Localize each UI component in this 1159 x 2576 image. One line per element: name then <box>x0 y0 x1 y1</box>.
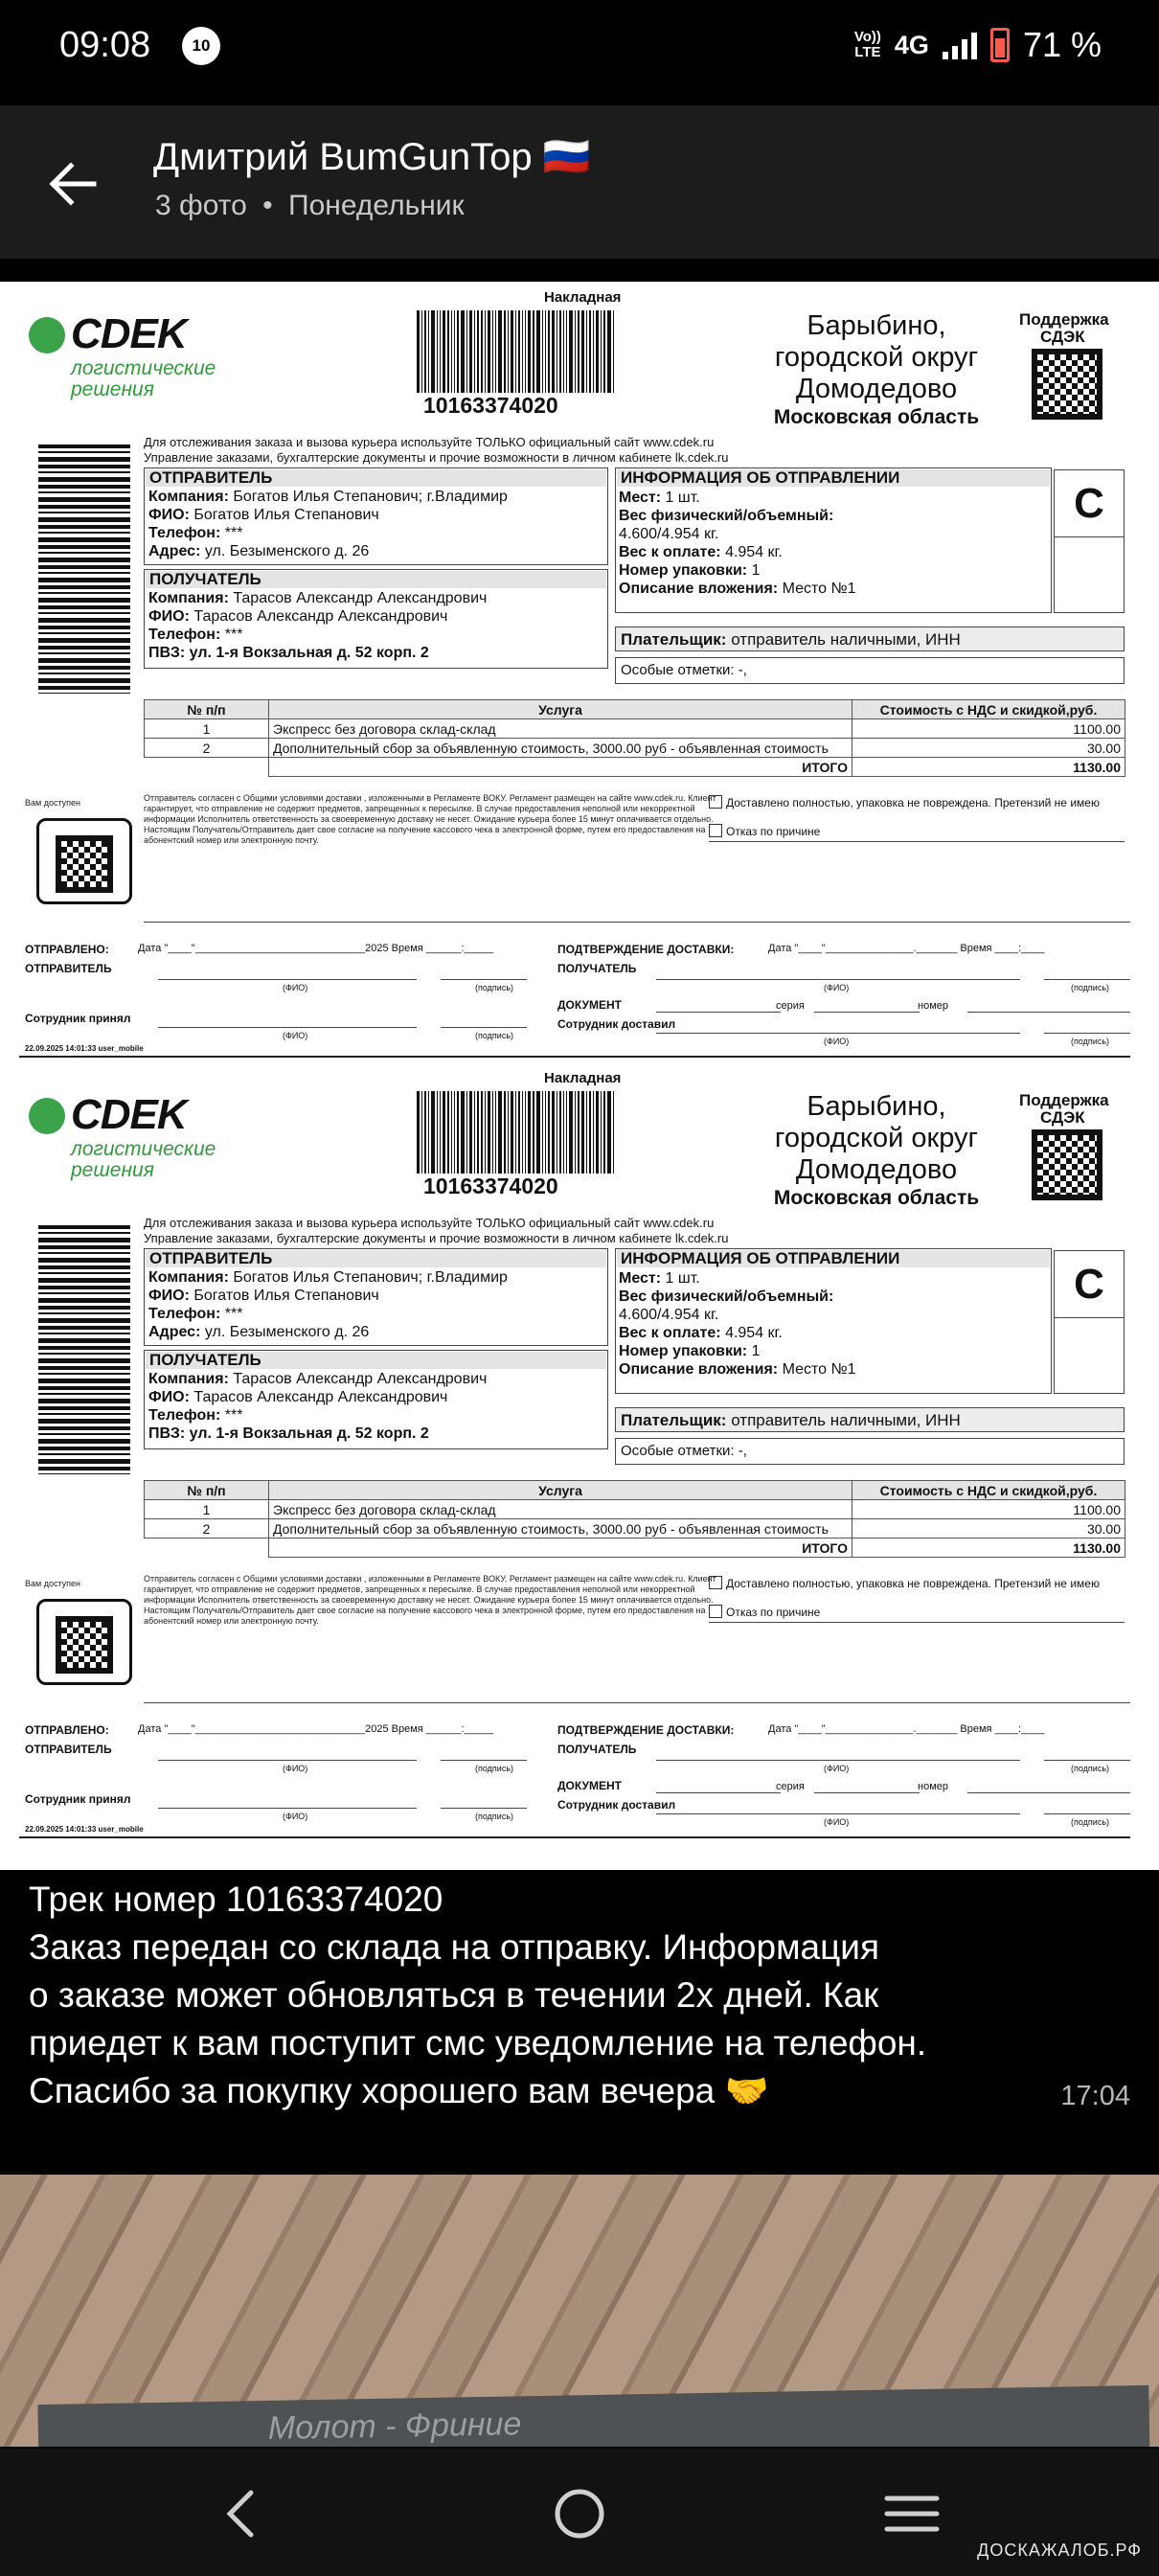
support-qr-icon <box>1032 1129 1102 1200</box>
recipient-sig-label: ПОЛУЧАТЕЛЬ <box>557 1743 637 1756</box>
total-value: 1130.00 <box>852 1539 1125 1558</box>
number-label: номер <box>918 1781 948 1792</box>
recipient-pvz: ПВЗ: ул. 1-я Вокзальная д. 52 корп. 2 <box>148 645 429 661</box>
refusal: Отказ по причине <box>709 1605 820 1619</box>
post-date: Понедельник <box>288 190 465 221</box>
shipment-weight-label: Вес физический/объемный: <box>619 1288 834 1305</box>
sender-sign-line <box>441 1760 527 1761</box>
info-line-1: Для отслеживания заказа и вызова курьера используйте ТОЛЬКО официальный сайт www.cdek.ru <box>144 1216 715 1230</box>
info-line-2: Управление заказами, бухгалтерские документы и прочие возможности в личном кабинете lk.cdek.ru <box>144 1231 729 1245</box>
vertical-barcode-icon <box>38 445 130 694</box>
city-line-2: городской округ <box>774 342 979 373</box>
accepted-fio-line <box>158 1027 417 1028</box>
total-label: ИТОГО <box>269 758 852 777</box>
col-cost: Стоимость с НДС и скидкой,руб. <box>852 700 1125 719</box>
recipient-sign-line <box>1044 979 1130 980</box>
second-photo[interactable] <box>0 2175 1159 2447</box>
logo-sub-1: логистические <box>71 1138 216 1160</box>
refusal-checkbox[interactable] <box>709 1605 722 1618</box>
table-total-row <box>145 1539 1125 1558</box>
fio-hint: (ФИО) <box>283 1812 308 1821</box>
employee-delivered: Сотрудник доставил <box>557 1017 676 1031</box>
employee-accepted: Сотрудник принял <box>25 1012 131 1025</box>
notes: Особые отметки: -, <box>621 1443 747 1459</box>
waybill-photo[interactable] <box>0 282 1159 1870</box>
fio-hint: (ФИО) <box>824 1817 850 1827</box>
delivered-sign-line <box>1044 1813 1130 1814</box>
row-cost: 30.00 <box>852 1519 1125 1539</box>
message-line-2: Заказ передан со склада на отправку. Информация <box>29 1927 879 1967</box>
recipient-sig-label: ПОЛУЧАТЕЛЬ <box>557 962 637 975</box>
battery-icon <box>990 28 1010 62</box>
shipment-header: ИНФОРМАЦИЯ ОБ ОТПРАВЛЕНИИ <box>617 1250 1050 1267</box>
table-header-row <box>145 1481 1125 1500</box>
delivered-sign-line <box>1044 1033 1130 1034</box>
message-line-1: Трек номер 10163374020 <box>29 1880 443 1919</box>
support-label-2: СДЭК <box>1040 328 1085 346</box>
row-cost: 1100.00 <box>852 1500 1125 1519</box>
sent-label: ОТПРАВЛЕНО: <box>25 1723 109 1737</box>
tracking-number: 10163374020 <box>423 393 558 418</box>
document-line <box>656 1012 781 1013</box>
table-row <box>145 719 1125 739</box>
access-label: Вам доступен <box>25 798 81 808</box>
city-line-2: городской округ <box>774 1123 979 1153</box>
shipment-contents: Описание вложения: Место №1 <box>619 581 856 597</box>
tracking-number: 10163374020 <box>423 1174 558 1198</box>
waybill-label: Накладная <box>544 289 622 306</box>
nav-home-icon[interactable] <box>541 2475 618 2552</box>
delivered-ok: Доставлено полностью, упаковка не повреждена. Претензий не имею <box>709 1576 1130 1590</box>
row-service: Экспресс без договора склад-склад <box>269 1500 852 1519</box>
sender-phone: Телефон: *** <box>148 1306 243 1322</box>
legal-text: Отправитель согласен с Общими условиями доставки , изложенными в Регламенте ВОКУ. Регламент размещен на сайте www.cdek.ru. Клиент гарантирует, что отправление не содержит предметов, запрещенных к пересылке. В случае предоставления неполной или некорректной информации Исполнитель ответственность за своевременную доставку не несет. Ожидание курьера более 15 минут оплачивается отдельно. Настоящим Получатель/Отправитель дает свое согласие на получение кассового чека в электронной форме, путем его предоставления на абонентский номер или электронную почту. <box>144 1574 716 1626</box>
cdek-logo <box>29 1091 216 1181</box>
accepted-sign-line <box>441 1027 527 1028</box>
series-line <box>814 1012 920 1013</box>
col-n: № п/п <box>145 1481 269 1500</box>
footer-stamp: 22.09.2025 14:01:33 user_mobile <box>25 1044 144 1053</box>
sender-name: ФИО: Богатов Илья Степанович <box>148 507 379 523</box>
waybill-copy <box>19 1062 1140 1843</box>
row-n: 2 <box>145 739 269 758</box>
sign-hint: (подпись) <box>1071 1764 1110 1773</box>
class-box <box>1054 469 1125 613</box>
support-label-1: Поддержка <box>1019 310 1109 329</box>
sign-hint: (подпись) <box>475 983 514 992</box>
barcode-icon <box>417 1091 680 1174</box>
message-line-5: Спасибо за покупку хорошего вам вечера 🤝 <box>29 2071 769 2110</box>
refusal: Отказ по причине <box>709 824 820 838</box>
series-label: серия <box>776 1781 805 1792</box>
legal-text: Отправитель согласен с Общими условиями доставки , изложенными в Регламенте ВОКУ. Регламент размещен на сайте www.cdek.ru. Клиент гарантирует, что отправление не содержит предметов, запрещенных к пересылке. В случае предоставления неполной или некорректной информации Исполнитель ответственность за своевременную доставку не несет. Ожидание курьера более 15 минут оплачивается отдельно. Настоящим Получатель/Отправитель дает свое согласие на получение кассового чека в электронной форме, путем его предоставления на абонентский номер или электронную почту. <box>144 793 716 845</box>
message-line-4: приедет к вам поступит смс уведомление на телефон. <box>29 2023 927 2063</box>
recipient-name: ФИО: Тарасов Александр Александрович <box>148 608 448 625</box>
logo-brand: CDEK <box>71 1091 187 1138</box>
number-line <box>967 1792 1130 1793</box>
shipment-places: Мест: 1 шт. <box>619 1270 700 1287</box>
info-line-2: Управление заказами, бухгалтерские документы и прочие возможности в личном кабинете lk.cdek.ru <box>144 450 729 465</box>
row-n: 1 <box>145 1500 269 1519</box>
shipment-package: Номер упаковки: 1 <box>619 562 761 579</box>
support-qr-icon <box>1032 349 1102 420</box>
cdek-logo <box>29 310 216 400</box>
vertical-barcode-icon <box>38 1225 130 1474</box>
delivery-date: Дата "____"_______________._______ Время ____:____ <box>768 1723 1045 1735</box>
shipment-package: Номер упаковки: 1 <box>619 1343 761 1359</box>
logo-brand: CDEK <box>71 310 187 357</box>
table-total-row <box>145 758 1125 777</box>
recipient-pvz: ПВЗ: ул. 1-я Вокзальная д. 52 корп. 2 <box>148 1425 429 1442</box>
table-row <box>145 1500 1125 1519</box>
footer-stamp: 22.09.2025 14:01:33 user_mobile <box>25 1825 144 1834</box>
destination-city <box>747 1091 1006 1211</box>
sign-hint: (подпись) <box>1071 983 1110 992</box>
sender-company: Компания: Богатов Илья Степанович; г.Владимир <box>148 1269 508 1286</box>
shipment-payable: Вес к оплате: 4.954 кг. <box>619 1325 783 1341</box>
sign-hint: (подпись) <box>1071 1817 1110 1827</box>
row-cost: 30.00 <box>852 739 1125 758</box>
refusal-line <box>709 841 1125 842</box>
delivery-date: Дата "____"_______________._______ Время ____:____ <box>768 943 1045 954</box>
city-line-3: Домодедово <box>795 374 958 404</box>
city-line-1: Барыбино, <box>807 310 946 341</box>
class-letter: С <box>1055 470 1124 537</box>
logo-sub-1: логистические <box>71 357 216 379</box>
bottom-rule <box>19 1056 1130 1058</box>
row-n: 1 <box>145 719 269 739</box>
recipient-name: ФИО: Тарасов Александр Александрович <box>148 1389 448 1405</box>
sent-label: ОТПРАВЛЕНО: <box>25 943 109 956</box>
shipment-places: Мест: 1 шт. <box>619 490 700 506</box>
nav-recents-icon[interactable] <box>874 2475 950 2552</box>
row-service: Экспресс без договора склад-склад <box>269 719 852 739</box>
col-cost: Стоимость с НДС и скидкой,руб. <box>852 1481 1125 1500</box>
recipient-company: Компания: Тарасов Александр Александрович <box>148 590 488 606</box>
photo-count: 3 фото <box>155 190 247 221</box>
row-service: Дополнительный сбор за объявленную стоимость, 3000.00 руб - объявленная стоимость <box>269 1519 852 1539</box>
message-text[interactable] <box>29 1876 1140 2115</box>
sender-sign-line <box>441 979 527 980</box>
row-service: Дополнительный сбор за объявленную стоимость, 3000.00 руб - объявленная стоимость <box>269 739 852 758</box>
number-line <box>967 1012 1130 1013</box>
sign-hint: (подпись) <box>1071 1037 1110 1046</box>
col-n: № п/п <box>145 700 269 719</box>
nav-back-icon[interactable] <box>205 2475 282 2552</box>
col-service: Услуга <box>269 1481 852 1500</box>
separator: • <box>262 190 273 221</box>
sender-header: ОТПРАВИТЕЛЬ <box>146 1250 606 1267</box>
sign-hint: (подпись) <box>475 1812 514 1821</box>
table-header-row <box>145 700 1125 719</box>
logo-sub-2: решения <box>71 378 154 400</box>
floor-mat <box>37 2385 1149 2447</box>
fio-hint: (ФИО) <box>283 1031 308 1040</box>
sender-sig-label: ОТПРАВИТЕЛЬ <box>25 962 112 975</box>
separator-line <box>144 922 1130 923</box>
sender-address: Адрес: ул. Безыменского д. 26 <box>148 1324 370 1340</box>
delivered-checkbox[interactable] <box>709 1576 722 1589</box>
fio-hint: (ФИО) <box>283 983 308 992</box>
delivery-confirm: ПОДТВЕРЖДЕНИЕ ДОСТАВКИ: <box>557 1723 735 1737</box>
payer: Плательщик: отправитель наличными, ИНН <box>621 630 961 649</box>
gift-qr-code-icon <box>56 835 113 893</box>
number-label: номер <box>918 1000 948 1012</box>
sender-phone: Телефон: *** <box>148 525 243 541</box>
clock: 09:08 <box>59 25 151 65</box>
sender-header: ОТПРАВИТЕЛЬ <box>146 469 606 487</box>
chat-header <box>0 105 1159 259</box>
barcode-icon <box>417 310 680 393</box>
recipient-phone: Телефон: *** <box>148 627 243 643</box>
network-type: 4G <box>894 30 929 59</box>
fio-hint: (ФИО) <box>824 1037 850 1046</box>
delivered-ok: Доставлено полностью, упаковка не повреждена. Претензий не имею <box>709 795 1130 809</box>
fio-hint: (ФИО) <box>283 1764 308 1773</box>
col-service: Услуга <box>269 700 852 719</box>
recipient-company: Компания: Тарасов Александр Александрович <box>148 1371 488 1387</box>
shipment-header: ИНФОРМАЦИЯ ОБ ОТПРАВЛЕНИИ <box>617 469 1050 487</box>
employee-delivered: Сотрудник доставил <box>557 1798 676 1812</box>
accepted-fio-line <box>158 1808 417 1809</box>
row-cost: 1100.00 <box>852 719 1125 739</box>
delivered-checkbox[interactable] <box>709 795 722 809</box>
cdek-leaf-icon <box>29 317 65 353</box>
document-line <box>656 1792 781 1793</box>
shipment-weight: 4.600/4.954 кг. <box>619 526 719 542</box>
employee-accepted: Сотрудник принял <box>25 1792 131 1806</box>
sender-company: Компания: Богатов Илья Степанович; г.Владимир <box>148 489 508 505</box>
recipient-fio-line <box>656 1760 1020 1761</box>
shipment-weight: 4.600/4.954 кг. <box>619 1307 719 1323</box>
notes: Особые отметки: -, <box>621 662 747 678</box>
delivered-fio-line <box>656 1033 1020 1034</box>
signal-icon <box>943 31 977 59</box>
message-line-3: о заказе может обновляться в течении 2х дней. Как <box>29 1975 879 2015</box>
refusal-line <box>709 1622 1125 1623</box>
class-letter: С <box>1055 1251 1124 1318</box>
destination-city <box>747 310 1006 430</box>
recipient-header: ПОЛУЧАТЕЛЬ <box>146 571 606 588</box>
info-line-1: Для отслеживания заказа и вызова курьера используйте ТОЛЬКО официальный сайт www.cdek.ru <box>144 435 715 449</box>
series-line <box>814 1792 920 1793</box>
region: Московская область <box>773 406 980 428</box>
city-line-3: Домодедово <box>795 1154 958 1185</box>
fio-hint: (ФИО) <box>824 983 850 992</box>
mat-text: Молот - Фриние <box>267 2405 522 2447</box>
payer: Плательщик: отправитель наличными, ИНН <box>621 1411 961 1429</box>
watermark: ДОСКАЖАЛОБ.РФ <box>977 2541 1142 2560</box>
services-table <box>144 1480 1125 1558</box>
fio-hint: (ФИО) <box>824 1764 850 1773</box>
recipient-fio-line <box>656 979 1020 980</box>
total-label: ИТОГО <box>269 1539 852 1558</box>
table-row <box>145 1519 1125 1539</box>
sender-address: Адрес: ул. Безыменского д. 26 <box>148 543 370 559</box>
region: Московская область <box>773 1187 980 1209</box>
chat-subtitle <box>155 190 465 222</box>
system-indicators <box>854 25 1102 65</box>
table-row <box>145 739 1125 758</box>
city-line-1: Барыбино, <box>807 1091 946 1122</box>
waybill-copy <box>19 282 1140 1062</box>
sent-date: Дата "____"_____________________________2025 Время ______:_____ <box>138 943 494 954</box>
battery-percent: 71 % <box>1022 25 1102 64</box>
notification-badge-icon: 10 <box>182 27 220 65</box>
volte-icon: Vo)) LTE <box>853 29 881 60</box>
series-label: серия <box>776 1000 805 1012</box>
bottom-rule <box>19 1836 1130 1838</box>
sender-fio-line <box>158 1760 417 1761</box>
waybill-label: Накладная <box>544 1070 622 1086</box>
document-label: ДОКУМЕНТ <box>557 1779 622 1792</box>
sender-name: ФИО: Богатов Илья Степанович <box>148 1288 379 1304</box>
support-label-2: СДЭК <box>1040 1108 1085 1127</box>
recipient-header: ПОЛУЧАТЕЛЬ <box>146 1352 606 1369</box>
services-table <box>144 699 1125 777</box>
sent-date: Дата "____"_____________________________2025 Время ______:_____ <box>138 1723 494 1735</box>
delivery-confirm: ПОДТВЕРЖДЕНИЕ ДОСТАВКИ: <box>557 943 735 956</box>
sign-hint: (подпись) <box>475 1764 514 1773</box>
total-value: 1130.00 <box>852 758 1125 777</box>
gift-qr-code-icon <box>56 1616 113 1674</box>
recipient-phone: Телефон: *** <box>148 1407 243 1424</box>
delivered-fio-line <box>656 1813 1020 1814</box>
sender-fio-line <box>158 979 417 980</box>
class-box <box>1054 1250 1125 1394</box>
refusal-checkbox[interactable] <box>709 824 722 837</box>
chat-title[interactable]: Дмитрий BumGunTop 🇷🇺 <box>153 136 591 178</box>
shipment-contents: Описание вложения: Место №1 <box>619 1361 856 1378</box>
message-time: 17:04 <box>1060 2081 1130 2111</box>
cdek-leaf-icon <box>29 1098 65 1134</box>
row-n: 2 <box>145 1519 269 1539</box>
sign-hint: (подпись) <box>475 1031 514 1040</box>
arrow-left-icon[interactable] <box>44 155 102 213</box>
status-bar <box>0 0 1159 105</box>
separator-line <box>144 1702 1130 1703</box>
shipment-payable: Вес к оплате: 4.954 кг. <box>619 544 783 560</box>
recipient-sign-line <box>1044 1760 1130 1761</box>
logo-sub-2: решения <box>71 1159 154 1181</box>
accepted-sign-line <box>441 1808 527 1809</box>
support-label-1: Поддержка <box>1019 1091 1109 1109</box>
shipment-weight-label: Вес физический/объемный: <box>619 508 834 524</box>
document-label: ДОКУМЕНТ <box>557 998 622 1012</box>
access-label: Вам доступен <box>25 1579 81 1588</box>
sender-sig-label: ОТПРАВИТЕЛЬ <box>25 1743 112 1756</box>
